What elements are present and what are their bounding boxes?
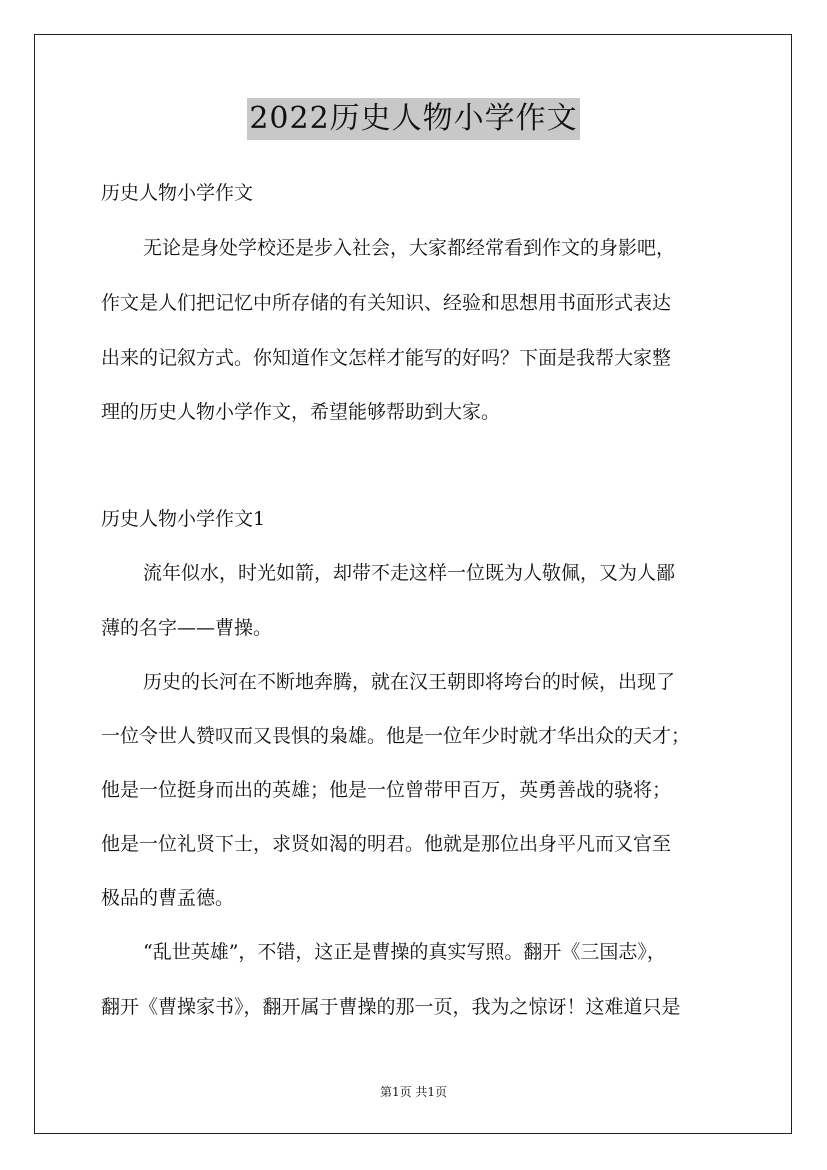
paragraph-line: 流年似水，时光如箭，却带不走这样一位既为人敬佩，又为人鄙: [143, 562, 676, 584]
paragraph-line: 薄的名字——曹操。: [101, 617, 273, 639]
paragraph-line: 理的历史人物小学作文，希望能够帮助到大家。: [101, 401, 501, 423]
paragraph-line: 历史的长河在不断地奔腾，就在汉王朝即将垮台的时候，出现了: [143, 671, 676, 693]
paragraph-line: 他是一位礼贤下士，求贤如渴的明君。他就是那位出身平凡而又官至: [101, 833, 672, 855]
title-container: [0, 98, 827, 140]
paragraph-line: 无论是身处学校还是步入社会，大家都经常看到作文的身影吧，: [143, 237, 676, 259]
section-heading: 历史人物小学作文: [101, 182, 254, 204]
paragraph-line: 他是一位挺身而出的英雄；他是一位曾带甲百万，英勇善战的骁将；: [101, 779, 672, 801]
paragraph-line: 出来的记叙方式。你知道作文怎样才能写的好吗？下面是我帮大家整: [101, 347, 672, 369]
paragraph-line: 一位令世人赞叹而又畏惧的枭雄。他是一位年少时就才华出众的天才；: [101, 725, 691, 747]
document-title: 2022历史人物小学作文: [247, 98, 579, 140]
paragraph-line: 极品的曹孟德。: [101, 887, 235, 909]
paragraph-line: 作文是人们把记忆中所存储的有关知识、经验和思想用书面形式表达: [101, 292, 672, 314]
paragraph-line: “乱世英雄”，不错，这正是曹操的真实写照。翻开《三国志》，: [143, 941, 666, 963]
paragraph-line: 翻开《曹操家书》，翻开属于曹操的那一页，我为之惊讶！这难道只是: [101, 996, 681, 1018]
section-heading: 历史人物小学作文1: [101, 508, 266, 530]
page-footer: 第1页 共1页: [379, 1085, 448, 1099]
